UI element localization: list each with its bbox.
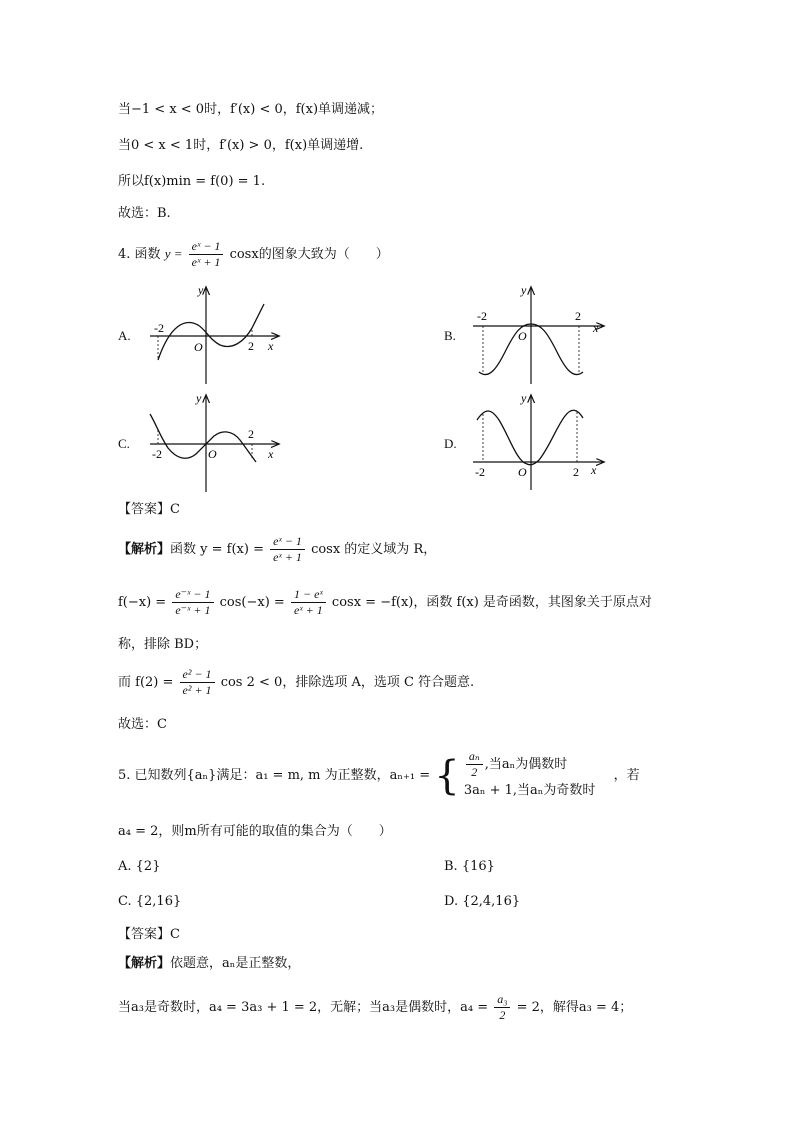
label-origin: O xyxy=(518,465,527,479)
q5-cases xyxy=(464,749,596,802)
q5-option-d: D. {2,4,16} xyxy=(444,894,521,909)
frac-den: eˣ + 1 xyxy=(273,550,302,564)
q5-analysis-line-1 xyxy=(118,955,300,973)
q4-y-eq: y = xyxy=(164,246,183,261)
graph-option-c xyxy=(140,390,290,500)
label-x: x xyxy=(268,339,274,353)
option-c-label: C. xyxy=(118,436,130,451)
analysis-l4-post: cos 2 < 0，排除选项 A，选项 C 符合题意. xyxy=(220,675,475,690)
frac-den: 2 xyxy=(499,1008,506,1022)
label-x: x xyxy=(593,321,599,335)
graph-option-b xyxy=(465,280,615,390)
q5-option-a: A. {2} xyxy=(118,859,161,874)
frac-den: 2 xyxy=(471,765,478,779)
frac-num: eˣ − 1 xyxy=(270,534,305,550)
label-neg2: -2 xyxy=(477,309,487,323)
analysis-l2-pre: f(−x) = xyxy=(118,595,167,610)
frac-num: a₃ xyxy=(494,992,510,1008)
analysis-head: 【解析】 xyxy=(118,956,171,971)
case-1 xyxy=(464,749,596,780)
solution-line-2: 当0 < x < 1时，f′(x) > 0，f(x)单调递增. xyxy=(118,138,364,153)
frac-num: e⁻ˣ − 1 xyxy=(172,587,213,603)
analysis-l1-post: cosx 的定义域为 R， xyxy=(311,542,437,557)
left-brace: { xyxy=(434,752,460,799)
frac-den: e⁻ˣ + 1 xyxy=(175,603,211,617)
analysis-l2-fraction xyxy=(494,992,510,1023)
graph-option-d xyxy=(465,390,615,500)
analysis-l2-post: = 2，解得a₃ = 4； xyxy=(516,1000,633,1015)
q4-prefix: 4. 函数 xyxy=(118,247,161,262)
case1-fraction xyxy=(466,749,483,780)
label-y: y xyxy=(521,283,527,297)
frac-den: eˣ + 1 xyxy=(293,603,323,617)
case-2: 3aₙ + 1,当aₙ为奇数时 xyxy=(463,783,596,798)
label-origin: O xyxy=(518,329,527,343)
q4-suffix: cosx的图象大致为（ ） xyxy=(229,247,389,262)
analysis-l1-pre: 函数 y = f(x) = xyxy=(170,542,264,557)
label-pos2: 2 xyxy=(248,427,254,441)
frac-num: 1 − eˣ xyxy=(291,587,326,603)
analysis-l2-fraction-2 xyxy=(291,587,326,618)
label-y: y xyxy=(198,283,204,297)
graph-option-a xyxy=(140,280,290,390)
q5-line-2: a₄ = 2，则m所有可能的取值的集合为（ ） xyxy=(118,824,392,839)
label-y: y xyxy=(196,391,202,405)
label-origin: O xyxy=(208,447,217,461)
case1-text: ,当aₙ为偶数时 xyxy=(484,757,568,772)
analysis-l1-text: 依题意，aₙ是正整数， xyxy=(170,956,301,971)
label-neg2: -2 xyxy=(154,321,164,335)
q4-analysis-line-1 xyxy=(118,532,436,568)
q5-prefix: 5. 已知数列{aₙ}满足：a₁ = m, m 为正整数，aₙ₊₁ = xyxy=(118,768,431,783)
label-x: x xyxy=(268,447,274,461)
q4-analysis-line-2 xyxy=(118,585,652,621)
q4-analysis-line-3: 称，排除 BD； xyxy=(118,637,208,652)
label-neg2: -2 xyxy=(152,447,162,461)
curve xyxy=(477,410,583,465)
question-4 xyxy=(118,236,389,273)
label-neg2: -2 xyxy=(475,465,485,479)
q4-conclusion: 故选：C xyxy=(118,717,167,732)
q5-suffix: ，若 xyxy=(613,768,640,783)
analysis-l4-fraction xyxy=(180,667,215,698)
analysis-l2-fraction-1 xyxy=(172,587,213,618)
q4-analysis-line-4 xyxy=(118,665,474,701)
curve xyxy=(150,414,256,462)
solution-line-4: 故选：B. xyxy=(118,206,171,221)
analysis-l2-mid: cos(−x) = xyxy=(219,595,285,610)
label-x: x xyxy=(591,463,597,477)
label-pos2: 2 xyxy=(575,309,581,323)
label-pos2: 2 xyxy=(573,465,579,479)
q4-answer: 【答案】C xyxy=(118,502,180,517)
label-y: y xyxy=(521,391,527,405)
analysis-l1-fraction xyxy=(270,534,305,565)
q5-answer: 【答案】C xyxy=(118,927,180,942)
q4-fraction xyxy=(189,239,224,270)
q4-frac-den: eˣ + 1 xyxy=(191,255,221,269)
analysis-l4-pre: 而 f(2) = xyxy=(118,675,174,690)
analysis-l2-post: cosx = −f(x)，函数 f(x) 是奇函数，其图象关于原点对 xyxy=(331,595,652,610)
label-pos2: 2 xyxy=(248,339,254,353)
q5-option-b: B. {16} xyxy=(444,859,495,874)
solution-line-3: 所以f(x)min = f(0) = 1. xyxy=(118,174,266,189)
q5-analysis-line-2 xyxy=(118,990,632,1026)
question-5 xyxy=(118,748,640,804)
label-origin: O xyxy=(194,340,203,354)
q4-frac-num: eˣ − 1 xyxy=(189,239,224,255)
analysis-l2-pre: 当a₃是奇数时，a₄ = 3a₃ + 1 = 2，无解；当a₃是偶数时，a₄ = xyxy=(118,1000,489,1015)
option-b-label: B. xyxy=(444,328,456,343)
frac-den: e² + 1 xyxy=(182,683,212,697)
solution-line-1: 当−1 < x < 0时，f′(x) < 0，f(x)单调递减； xyxy=(118,102,384,117)
frac-num: e² − 1 xyxy=(180,667,215,683)
analysis-head: 【解析】 xyxy=(118,542,171,557)
frac-num: aₙ xyxy=(466,749,483,765)
option-a-label: A. xyxy=(118,328,131,343)
q5-option-c: C. {2,16} xyxy=(118,894,182,909)
option-d-label: D. xyxy=(444,436,457,451)
